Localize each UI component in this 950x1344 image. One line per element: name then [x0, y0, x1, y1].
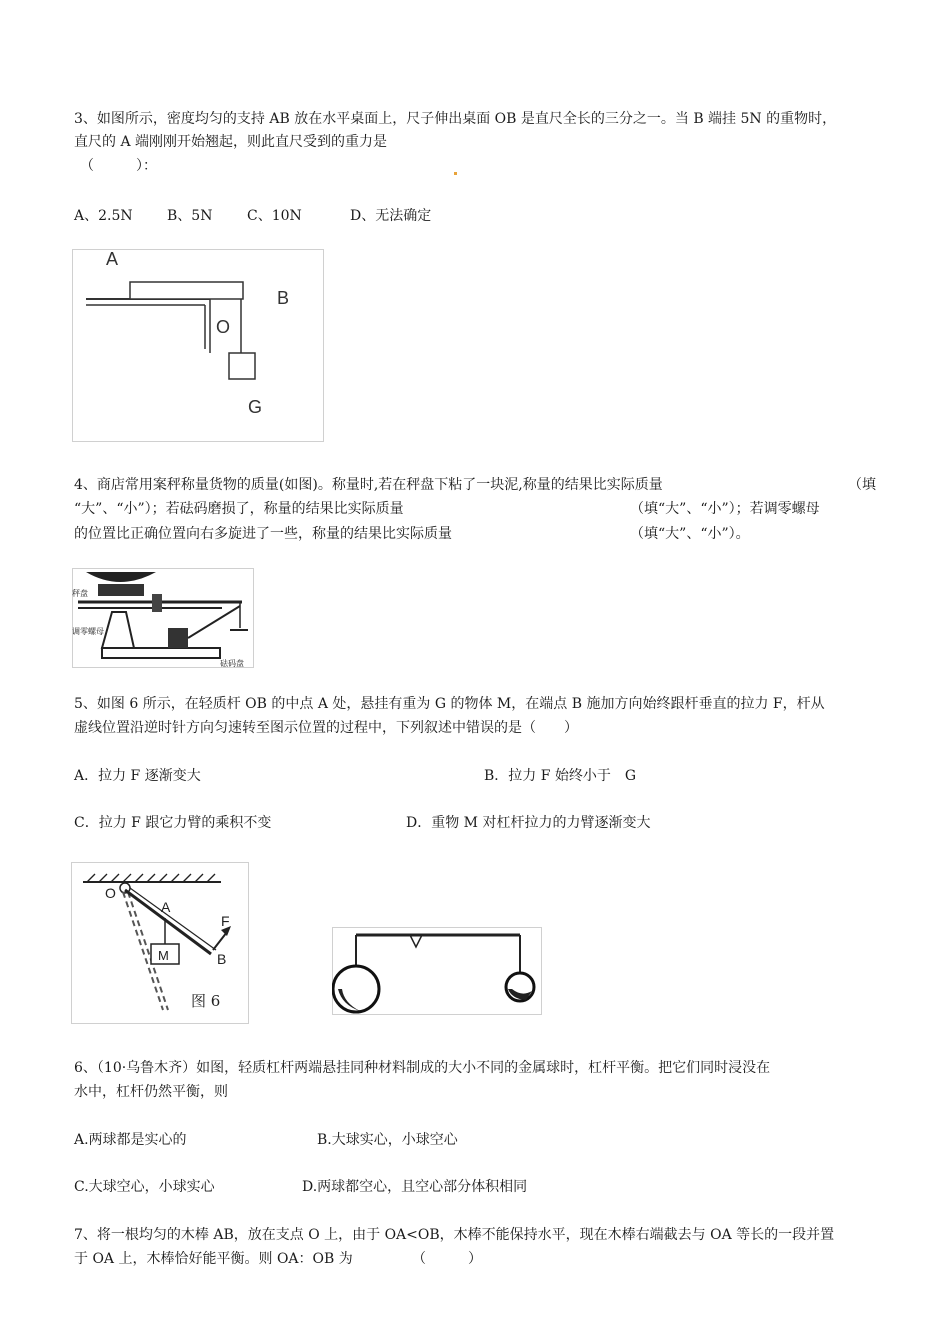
q4-label-nut: 调零螺母: [72, 627, 104, 636]
q4-label-pan: 秤盘: [72, 589, 88, 598]
q5-option-a: A．拉力 F 逐渐变大: [74, 768, 201, 784]
q5-line-2: 虚线位置沿逆时针方向匀速转至图示位置的过程中，下列叙述中错误的是（ ）: [74, 720, 578, 736]
q3-option-d: D、无法确定: [350, 208, 432, 224]
q4-figure: [72, 568, 254, 668]
q5-label-f: F: [221, 913, 230, 929]
q3-line-2: 直尺的 A 端刚刚开始翘起，则此直尺受到的重力是: [74, 134, 388, 150]
q4-line-1a: 4、商店常用案秤称量货物的质量(如图)。称量时,若在秤盘下粘了一块泥,称量的结果比实际质量: [74, 477, 663, 493]
q5-label-o: O: [105, 885, 116, 901]
q4-line-3b: （填“大”、“小”）。: [630, 526, 750, 542]
q3-label-g: G: [248, 397, 263, 417]
q6-option-b: B.大球实心，小球空心: [317, 1132, 458, 1148]
q6-option-c: C.大球空心，小球实心: [74, 1179, 215, 1195]
q5-label-a: A: [161, 899, 171, 915]
q5-label-m: M: [158, 948, 169, 963]
q3-option-c: C、10N: [247, 208, 302, 224]
q5-line-1: 5、如图 6 所示，在轻质杆 OB 的中点 A 处，悬挂有重为 G 的物体 M，在端点 B 施加方向始终跟杆垂直的拉力 F，杆从: [74, 696, 825, 712]
q6-line-1: 6、（10·乌鲁木齐）如图，轻质杠杆两端悬挂同种材料制成的大小不同的金属球时，杠杆平衡。把它们同时浸没在: [74, 1060, 771, 1076]
q5-option-b: B．拉力 F 始终小于 G: [484, 768, 637, 784]
q3-line-3: （ ）：: [80, 158, 157, 174]
q3-option-b: B、5N: [167, 208, 213, 224]
q5-option-d: D．重物 M 对杠杆拉力的力臂逐渐变大: [406, 815, 651, 831]
q5-figure: [71, 862, 249, 1024]
q5-option-c: C．拉力 F 跟它力臂的乘积不变: [74, 815, 272, 831]
q7-line-2: 于 OA 上，木棒恰好能平衡。则 OA：OB 为: [74, 1251, 353, 1267]
q6-option-a: A.两球都是实心的: [74, 1132, 187, 1148]
q4-line-2b: （填“大”、“小”）；若调零螺母: [630, 501, 820, 517]
q6-line-2: 水中，杠杆仍然平衡，则: [74, 1084, 228, 1100]
q6-figure: [332, 927, 542, 1015]
q3-line-1: 3、如图所示，密度均匀的支持 AB 放在水平桌面上，尺子伸出桌面 OB 是直尺全长的三分之一。当 B 端挂 5N 的重物时，: [74, 111, 837, 127]
q3-option-a: A、2.5N: [74, 208, 133, 224]
q4-label-weight-pan: 砝码盘: [220, 659, 244, 668]
q5-label-b: B: [217, 951, 227, 967]
q3-figure: [72, 249, 324, 442]
q3-label-o: O: [216, 317, 231, 337]
q3-label-b: B: [277, 288, 290, 308]
q6-option-d: D.两球都空心，且空心部分体积相同: [302, 1179, 528, 1195]
q4-line-3a: 的位置比正确位置向右多旋进了一些，称量的结果比实际质量: [74, 526, 452, 542]
stray-dot: [454, 172, 457, 175]
q4-line-2a: “大”、“小”）；若砝码磨损了，称量的结果比实际质量: [74, 501, 404, 517]
q4-line-1b: （填: [848, 477, 876, 493]
q3-label-a: A: [106, 249, 119, 269]
q7-answer-bracket: （ ）: [412, 1251, 482, 1267]
q7-line-1: 7、将一根均匀的木棒 AB，放在支点 O 上，由于 OA<OB，木棒不能保持水平，现在木棒右端截去与 OA 等长的一段并置: [74, 1227, 835, 1243]
q5-figure-caption: 图 6: [191, 992, 221, 1010]
